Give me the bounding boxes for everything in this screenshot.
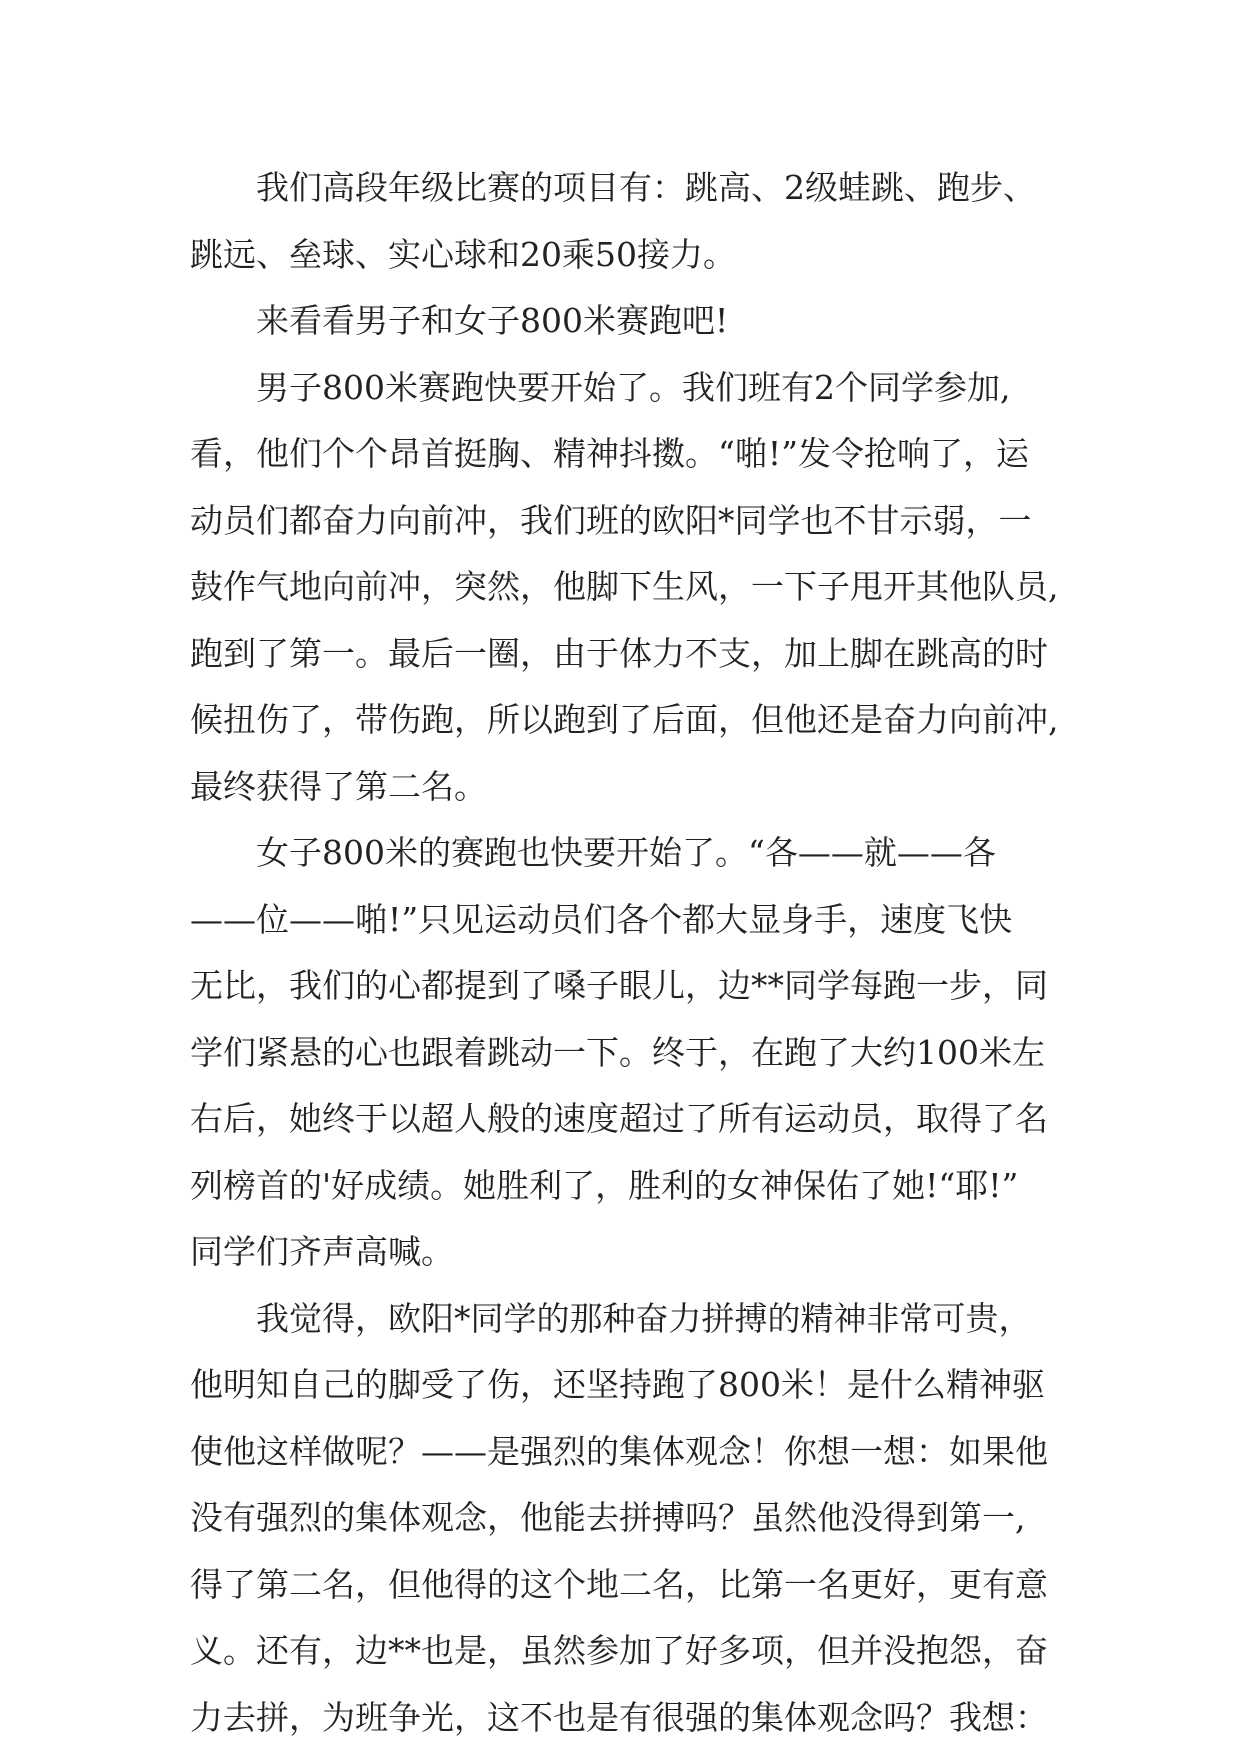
text-line: 力去拼，为班争光，这不也是有很强的集体观念吗？我想： [190,1697,1048,1737]
text-line: ——位——啪!”只见运动员们各个都大显身手，速度飞快 [190,899,1013,939]
text-line: 无比，我们的心都提到了嗓子眼儿，边**同学每跑一步，同 [190,966,1048,1005]
document-body [190,155,1070,1751]
paragraph-mens-800m [190,355,1070,821]
text-line: 男子800米赛跑快要开始了。我们班有2个同学参加, [256,367,1011,407]
paragraph-reflection [190,1286,1070,1752]
text-line: 最终获得了第二名。 [190,766,487,806]
text-line: 同学们齐声高喊。 [190,1232,454,1271]
text-line: 跑到了第一。最后一圈，由于体力不支，加上脚在跳高的时 [190,633,1048,673]
text-line: 学们紧悬的心也跟着跳动一下。终于，在跑了大约100米左 [190,1032,1045,1072]
text-line: 他明知自己的脚受了伤，还坚持跑了800米！是什么精神驱 [190,1365,1045,1404]
text-line: 候扭伤了，带伤跑，所以跑到了后面，但他还是奋力向前冲, [190,700,1059,739]
text-line: 义。还有，边**也是，虽然参加了好多项，但并没抱怨，奋 [190,1631,1048,1670]
text-line: 我觉得，欧阳*同学的那种奋力拼搏的精神非常可贵， [256,1298,1032,1338]
paragraph-womens-800m [190,820,1070,1286]
text-line: 得了第二名，但他得的这个地二名，比第一名更好，更有意 [190,1564,1048,1604]
text-line: 动员们都奋力向前冲，我们班的欧阳*同学也不甘示弱，一 [190,500,1032,540]
paragraph-intro-800m [190,288,1070,355]
paragraph-events [190,155,1070,288]
text-line: 跳远、垒球、实心球和20乘50接力。 [190,234,736,274]
text-line: 右后，她终于以超人般的速度超过了所有运动员，取得了名 [190,1099,1048,1138]
text-line: 鼓作气地向前冲，突然，他脚下生风，一下子甩开其他队员, [190,567,1059,606]
text-line: 女子800米的赛跑也快要开始了。“各——就——各 [256,833,996,872]
text-line: 来看看男子和女子800米赛跑吧! [256,301,729,340]
text-line: 我们高段年级比赛的项目有：跳高、2级蛙跳、跑步、 [256,168,1036,207]
text-line: 没有强烈的集体观念，他能去拼搏吗？虽然他没得到第一, [190,1498,1026,1537]
text-line: 使他这样做呢？——是强烈的集体观念！你想一想：如果他 [190,1431,1048,1471]
text-line: 列榜首的'好成绩。她胜利了，胜利的女神保佑了她!“耶!” [190,1165,1019,1205]
text-line: 看，他们个个昂首挺胸、精神抖擞。“啪!”发令抢响了，运 [190,434,1030,473]
